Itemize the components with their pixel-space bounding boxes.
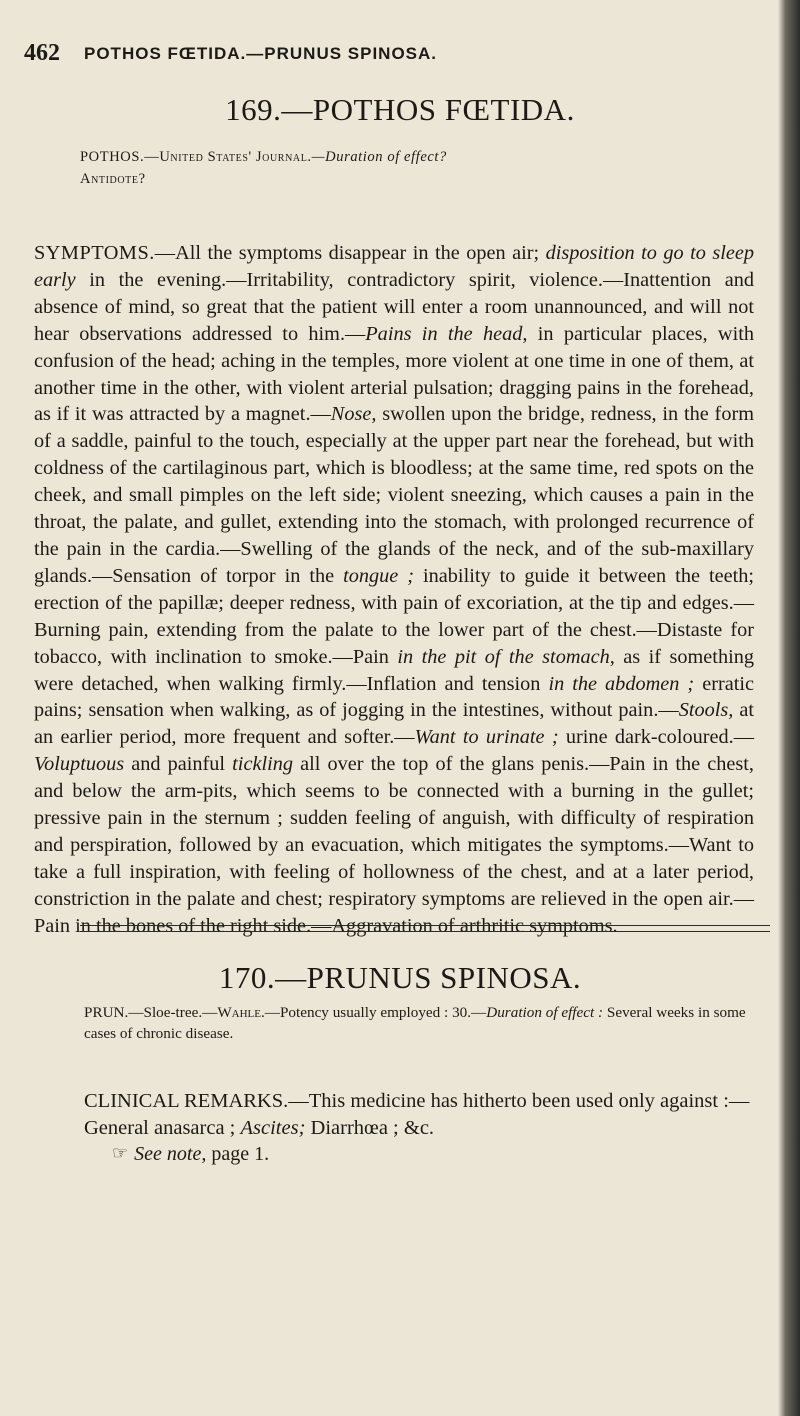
symptom-text: inability to guide it between the teeth; erection of the papillæ; deeper redness, with pain of excoriation, at the tip and edges.—Burning pain, extending from the palate to the lower part of the chest.—Distaste for tobacco, with inclination to smoke.—Pain <box>34 564 754 668</box>
symptom-emphasis: Stools, <box>678 699 734 722</box>
source-journal: —United States' Journal. <box>144 149 312 165</box>
symptom-text: at an earlier period, more frequent and softer.— <box>34 699 754 749</box>
footnote <box>112 1143 269 1166</box>
section-divider <box>80 931 770 932</box>
section-169-heading: 169.—POTHOS FŒTIDA. <box>225 92 575 127</box>
prun-text: —Sloe-tree.— <box>128 1004 218 1021</box>
prun-abbr: PRUN. <box>84 1004 129 1021</box>
prun-source-author: Wahle. <box>217 1004 265 1021</box>
source-abbr: POTHOS. <box>80 149 145 165</box>
symptom-emphasis: Pains in the head, <box>365 322 528 345</box>
symptom-text: as if something were detached, when walking firmly.—Inflation and tension <box>34 645 755 695</box>
running-title: POTHOS FŒTIDA.—PRUNUS SPINOSA. <box>84 44 438 63</box>
symptom-text: and painful <box>124 753 233 776</box>
section-169-source <box>80 146 760 190</box>
symptom-text: urine dark-coloured.— <box>558 726 754 749</box>
prunus-source <box>84 1002 768 1044</box>
symptom-emphasis: in the pit of the stomach, <box>397 645 615 668</box>
symptom-emphasis: disposition to go to sleep early <box>34 242 755 291</box>
section-divider <box>80 925 770 926</box>
running-head <box>24 40 764 66</box>
symptoms-paragraph <box>34 240 754 940</box>
symptom-text: in the evening.—Irritability, contradictory spirit, violence.—Inattention and absence of mind, so great that the patient will enter a room unannounced, and will not hear observations addressed to him.— <box>34 268 754 345</box>
clinical-emphasis: Ascites; <box>240 1117 306 1139</box>
note-text: See note, <box>134 1143 207 1165</box>
symptom-emphasis: tickling <box>232 753 293 776</box>
symptom-emphasis: Want to urinate ; <box>414 726 559 749</box>
source-antidote: Antidote? <box>80 171 146 187</box>
prun-duration-text: Several weeks in some cases of chronic disease. <box>84 1004 746 1042</box>
symptom-text: all over the top of the glans penis.—Pain in the chest, and below the arm-pits, which seems to be connected with a burning in the gullet; pressive pain in the sternum ; sudden feeling of anguish, with difficulty of respiration and perspiration, followed by an evacuation, which mitigates the symptoms.—Want to take a full inspiration, with feeling of hollowness of the chest, and at a later period, constriction in the palate and chest; respiratory symptoms are relieved in the open air.—Pain in the bones of the right side.—Aggravation of arthritic symptoms. <box>34 753 754 937</box>
clinical-remarks <box>84 1088 768 1142</box>
clinical-text: —This medicine has hitherto been used only against :—General anasarca ; <box>84 1090 750 1139</box>
symptom-text: erratic pains; sensation when walking, as of jogging in the intestines, without pain.— <box>34 672 754 722</box>
symptom-text: —All the symptoms disappear in the open air; <box>154 242 546 264</box>
page-number: 462 <box>24 40 60 66</box>
prun-potency: —Potency usually employed : 30.— <box>264 1004 487 1021</box>
prun-duration-label: Duration of effect : <box>486 1004 604 1021</box>
source-duration: —Duration of effect? <box>311 149 447 165</box>
symptom-emphasis: Voluptuous <box>34 753 125 776</box>
symptom-emphasis: in the abdomen ; <box>548 672 695 695</box>
pointing-hand-icon: ☞ <box>112 1143 129 1163</box>
clinical-label: CLINICAL REMARKS. <box>84 1090 289 1112</box>
section-170-heading: 170.—PRUNUS SPINOSA. <box>218 960 582 995</box>
page-edge-shadow <box>778 0 800 1416</box>
clinical-text: Diarrhœa ; &c. <box>305 1117 435 1139</box>
symptoms-label: SYMPTOMS. <box>34 242 155 264</box>
symptom-emphasis: Nose, <box>330 403 377 426</box>
symptom-text: swollen upon the bridge, redness, in the form of a saddle, painful to the touch, especially at the upper part near the forehead, but with coldness of the cartilaginous part, which is bloodless; at the same time, red spots on the cheek, and small pimples on the left side; violent sneezing, which causes a pain in the throat, the palate, and gullet, extending into the stomach, with prolonged recurrence of the pain in the cardia.—Swelling of the glands of the neck, and of the sub-maxillary glands.—Sensation of torpor in the <box>34 403 754 587</box>
symptom-text: in particular places, with confusion of the head; aching in the temples, more violent at one time in one of them, at another time in the other, with violent arterial pulsation; dragging pains in the forehead, as if it was attracted by a magnet.— <box>34 322 754 426</box>
symptom-emphasis: tongue ; <box>343 564 415 587</box>
note-page: page 1. <box>206 1143 270 1165</box>
